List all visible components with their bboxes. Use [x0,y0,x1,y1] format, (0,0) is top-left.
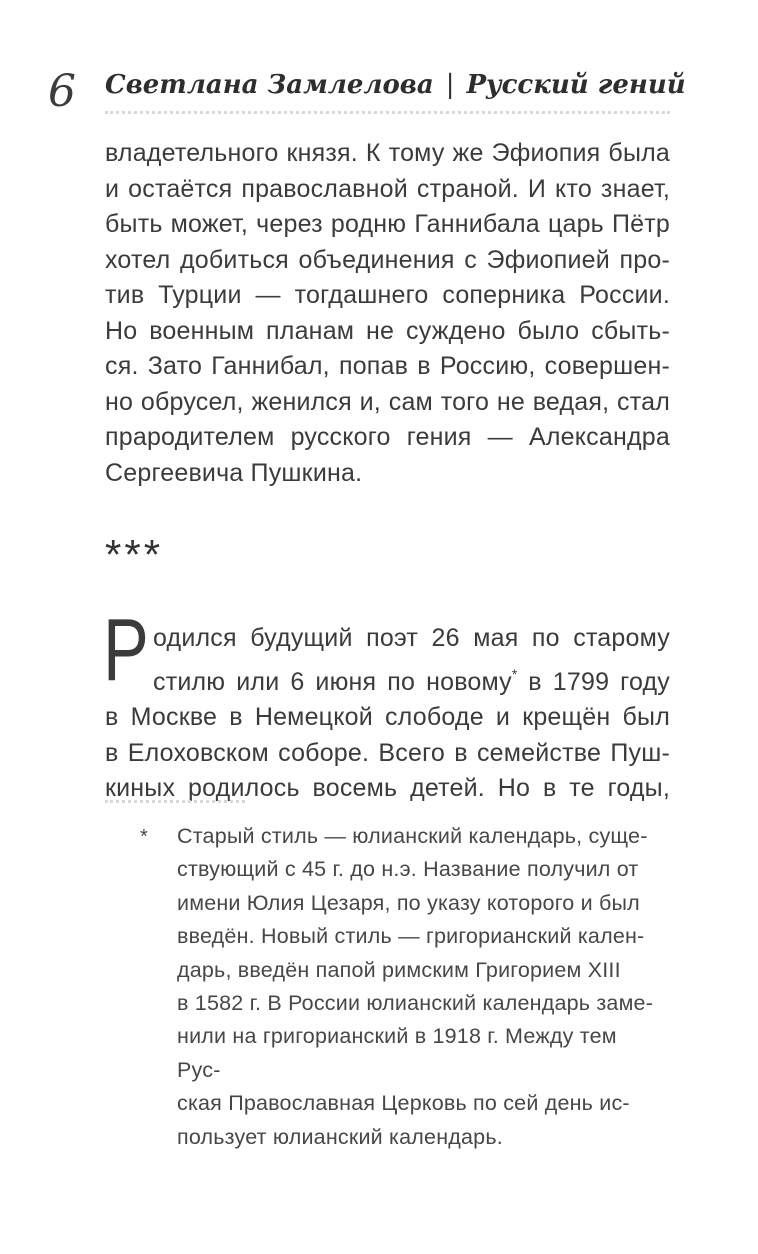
running-head-title: Русский гений [466,70,686,100]
text-line: в Москве в Немецкой слободе и крещён был [105,703,670,731]
running-head-author: Светлана Замлелова [105,70,434,100]
section-break: *** [105,531,164,578]
footnote-marker-asterisk: * [140,826,148,848]
paragraph-birth [103,600,670,807]
footnote-line: пользует юлианский календарь. [177,1124,503,1149]
footnote-line: нили на григорианский в 1918 г. Между тем Рус- [177,1024,617,1082]
footnote-dotted-rule [105,800,245,803]
text-line: одился будущий поэт 26 мая по старому [153,624,670,652]
running-head [105,68,686,102]
text-line: владетельного князя. К тому же Эфиопия была [105,139,670,167]
page-content [103,136,670,1149]
text-line: и остаётся православной страной. И кто знает, [105,174,670,203]
footnote-line: имени Юлия Цезаря, по указу которого и был [177,890,640,915]
text-line: ся. Зато Ганнибал, попав в Россию, совершен- [105,352,670,380]
text-line: в Елоховском соборе. Всего в семействе Пуш- [105,738,670,767]
footnote-line: ствующий с 45 г. до н.э. Название получил от [177,857,639,882]
text-line: хотел добиться объединения с Эфиопией про- [105,245,670,274]
text-line: но обрусел, женился и, сам того не ведая, стал [105,387,670,416]
footnote-line: введён. Новый стиль — григорианский кален- [177,924,645,949]
paragraph-hannibal [105,136,670,491]
running-head-divider: | [445,70,455,100]
footnote [105,820,665,1154]
footnote-text [177,820,665,1154]
text-line: Сергеевича Пушкина. [105,458,363,487]
text-line: Но военным планам не суждено было сбыть- [105,316,670,345]
dropcap-letter: Р [103,600,149,699]
text-line [153,657,670,701]
text-segment: в 1799 году [517,667,670,696]
text-line: быть может, через родню Ганнибала царь Пётр [105,210,670,238]
footnote-reference-asterisk: * [511,665,518,682]
footnote-line: дарь, введён папой римским Григорием XIII [177,957,621,982]
footnote-line: Старый стиль — юлианский календарь, суще- [177,824,648,848]
text-line: тив Турции — тогдашнего соперника России. [105,281,670,309]
paragraph-birth-rest [105,700,670,807]
text-line: киных родилось восемь детей. Но в те годы, [105,774,670,802]
footnote-line: ская Православная Церковь по сей день ис- [177,1091,630,1116]
page-number: 6 [48,66,76,117]
footnote-line: в 1582 г. В России юлианский календарь заме- [177,991,654,1016]
text-line: прародителем русского гения — Александра [105,423,670,451]
text-segment: стилю или 6 июня по новому [153,667,512,696]
header-dotted-rule [105,111,670,114]
